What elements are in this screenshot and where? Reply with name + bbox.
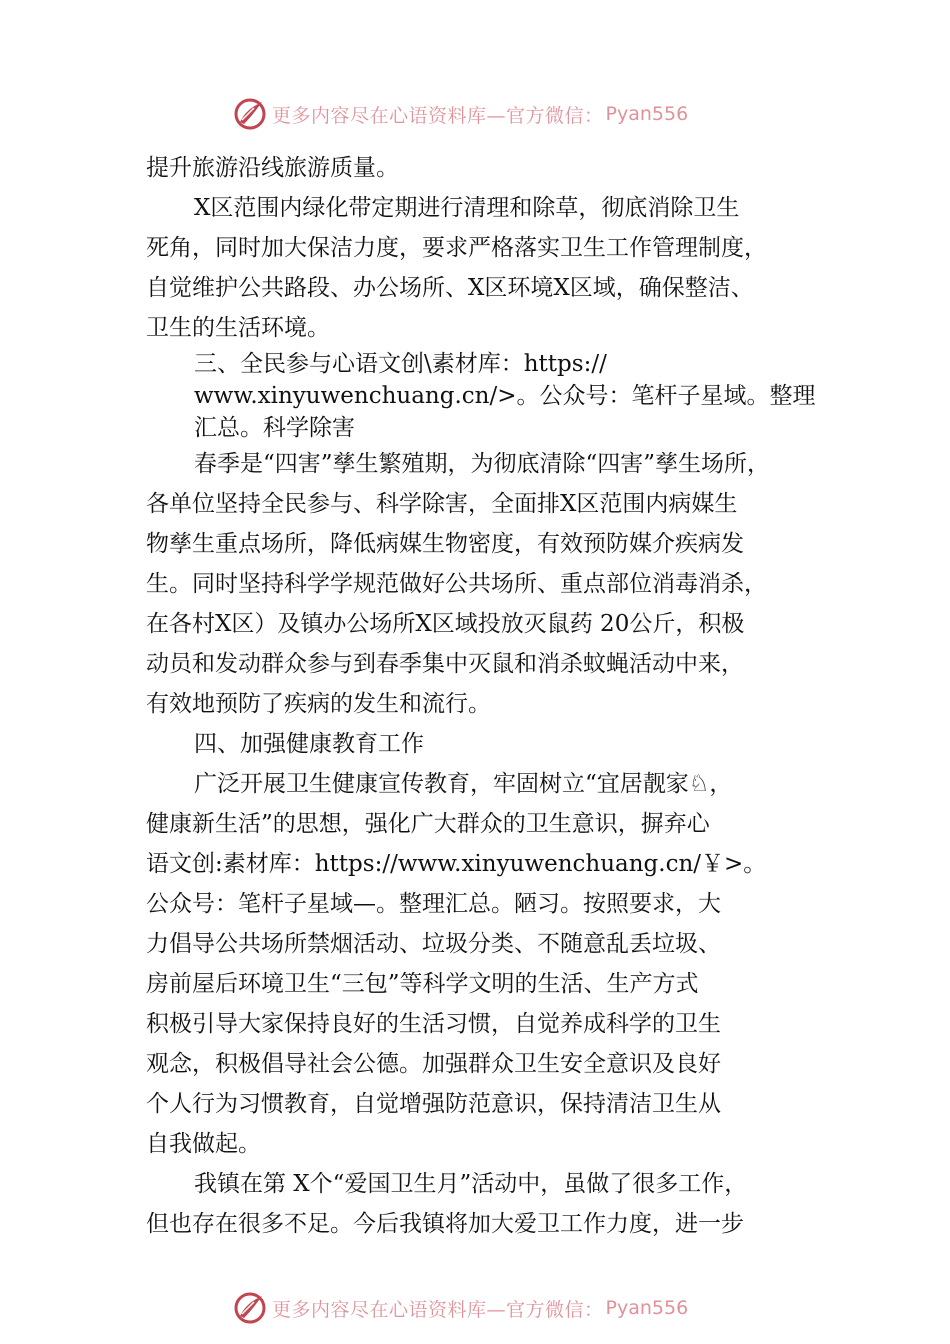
text-line: 自我做起。 [146,1131,261,1157]
text-line: 自觉维护公共路段、办公场所、X区环境X区域，确保整洁、 [146,275,754,301]
text-line: 房前屋后环境卫生“三包”等科学文明的生活、生产方式 [146,971,699,997]
section-heading: 三、全民参与心语文创\素材库：https:// [194,351,607,377]
text-line: 动员和发动群众参与到春季集中灭鼠和消杀蚊蝇活动中来， [146,651,744,677]
text-line: 春季是“四害”孳生繁殖期，为彻底清除“四害”孳生场所， [194,451,771,477]
text-line: 健康新生活”的思想，强化广大群众的卫生意识，摒弃心 [146,811,710,837]
text-line: 我镇在第 X个“爱国卫生月”活动中，虽做了很多工作， [194,1171,748,1197]
footer-banner [232,1288,688,1328]
text-line: 个人行为习惯教育，自觉增强防范意识，保持清洁卫生从 [146,1091,721,1117]
text-line: 死角，同时加大保洁力度，要求严格落实卫生工作管理制度， [146,235,767,261]
text-line: 各单位坚持全民参与、科学除害，全面排X区范围内病媒生 [146,491,738,517]
text-line: 汇总。科学除害 [194,415,355,441]
text-line: 卫生的生活环境。 [146,315,330,341]
text-line: 力倡导公共场所禁烟活动、垃圾分类、不随意乱丢垃圾、 [146,931,721,957]
banner-wechat-id: Pyan556 [605,1297,689,1319]
text-line: 积极引导大家保持良好的生活习惯，自觉养成科学的卫生 [146,1011,721,1037]
logo-icon [232,96,268,132]
text-line: 语文创:素材库：https://www.xinyuwenchuang.cn/￥>。 [146,851,767,877]
text-line: 生。同时坚持科学学规范做好公共场所、重点部位消毒消杀， [146,571,767,597]
text-line: X区范围内绿化带定期进行清理和除草，彻底消除卫生 [194,195,740,221]
text-line: 有效地预防了疾病的发生和流行。 [146,691,491,717]
text-line: 但也存在很多不足。今后我镇将加大爱卫工作力度，进一步 [146,1211,744,1237]
text-line: 公众号：笔杆子星域—。整理汇总。陋习。按照要求，大 [146,891,721,917]
logo-icon [232,1290,268,1326]
text-line: 物孳生重点场所，降低病媒生物密度，有效预防媒介疾病发 [146,531,744,557]
banner-text: 更多内容尽在心语资料库—官方微信： [272,1298,604,1321]
text-line: 在各村X区）及镇办公场所X区域投放灭鼠药 20公斤，积极 [146,611,745,637]
text-line: 提升旅游沿线旅游质量。 [146,155,399,181]
banner-text: 更多内容尽在心语资料库—官方微信： [272,104,604,127]
banner-wechat-id: Pyan556 [605,103,689,125]
header-banner [232,94,688,134]
text-line: www.xinyuwenchuang.cn/>。公众号：笔杆子星域。整理 [194,383,816,409]
text-line: 观念，积极倡导社会公德。加强群众卫生安全意识及良好 [146,1051,721,1077]
document-body [146,148,822,1244]
text-line: 广泛开展卫生健康宣传教育，牢固树立“宜居靓家♘， [194,771,733,797]
section-heading: 四、加强健康教育工作 [194,731,424,757]
